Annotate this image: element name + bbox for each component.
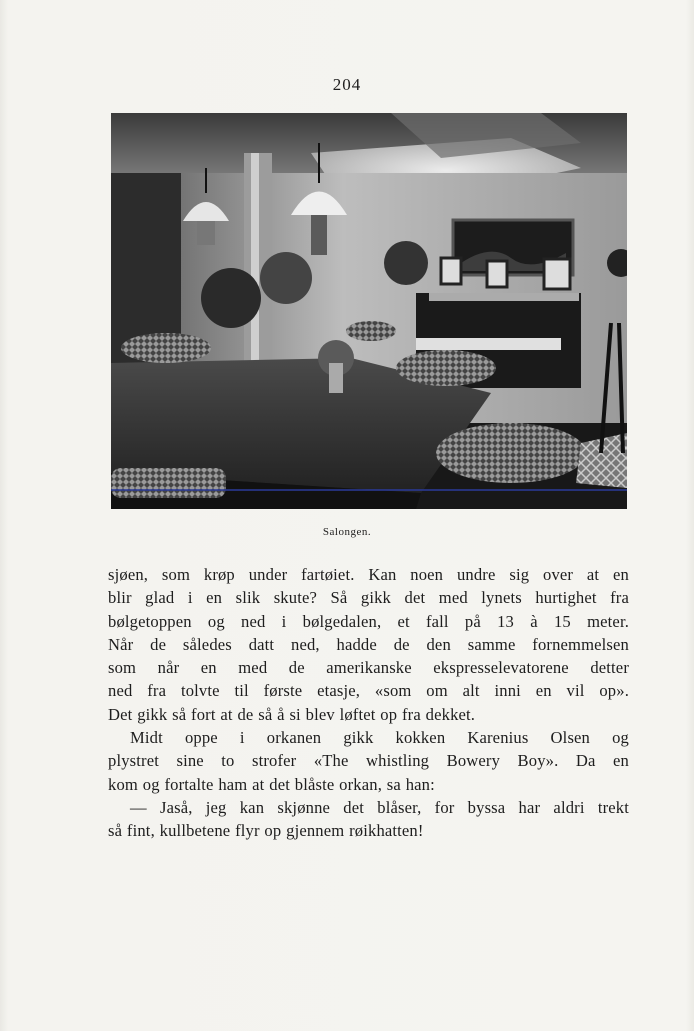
photo-caption: Salongen. — [322, 526, 372, 538]
text-line: kom og fortalte ham at det blåste orkan, sa han: — [108, 774, 435, 794]
text-line: så fint, kullbetene flyr op gjennem røikhatten! — [108, 821, 424, 841]
text-line: Det gikk så fort at de så å si blev løftet op fra dekket. — [108, 704, 476, 724]
salon-interior-photo-icon — [111, 113, 627, 509]
salon-photo — [111, 113, 627, 509]
text-line: sjøen, som krøp under fartøiet. Kan noen undre sig over at en — [108, 565, 629, 584]
text-line: Midt oppe i orkanen gikk kokken Karenius Olsen og — [130, 728, 629, 748]
text-line: — Jaså, jeg kan skjønne det blåser, for byssa har aldri trekt — [130, 797, 629, 817]
text-line: som når en med de amerikanske ekspresselevatorene detter — [108, 658, 629, 678]
body-text — [108, 563, 629, 843]
page-number: 204 — [332, 75, 362, 94]
text-line: plystret sine to strofer «The whistling Bowery Boy». Da en — [108, 751, 629, 771]
text-line: ned fra tolvte til første etasje, «som om alt inni en vil op». — [108, 681, 629, 701]
text-line: Når de således datt ned, hadde de den samme fornemmelsen — [108, 634, 629, 654]
text-line: bølgetoppen og ned i bølgedalen, et fall på 13 à 15 meter. — [108, 611, 629, 631]
text-line: blir glad i en slik skute? Så gikk det med lynets hurtighet fra — [108, 588, 629, 608]
